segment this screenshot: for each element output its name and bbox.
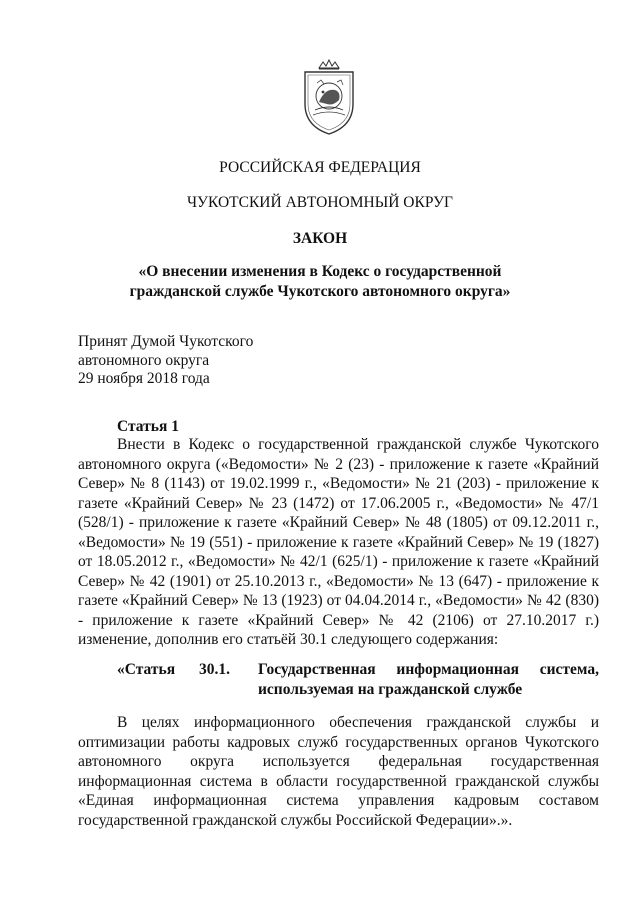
law-title: [0, 262, 640, 302]
document-type-heading: ЗАКОН: [292, 230, 348, 247]
new-article-title: Государственная информационная система, используемая на гражданской службе: [258, 661, 599, 698]
new-article-number: 30.1.: [199, 661, 230, 678]
article-1-text: Внести в Кодекс о государственной гражданской службе Чукотского автономного округа («Ведомости» № 2 (23) - приложение к газете «Крайний Север» № 8 (1143) от 19.02.1999 г., «Ведомости» № 21 (203) - приложение к газете «Крайний Север» № 23 (1472) от 17.06.2005 г., «Ведомости» № 47/1 (528/1) - приложение к газете «Крайний Север» № 48 (1805) от 09.12.2011 г., «Ведомости» № 19 (551) - приложение к газете «Крайний Север» № 19 (1827) от 18.05.2012 г., «Ведомости» № 42/1 (625/1) - приложение к газете «Крайний Север» № 42 (1901) от 25.10.2013 г., «Ведомости» № 13 (647) - приложение к газете «Крайний Север» № 13 (1923) от 04.04.2014 г., «Ведомости» № 42 (830) - приложение к газете «Крайний Север» № 42 (2106) от 27.10.2017 г.) изменение, дополнив его статьёй 30.1 следующего содержания:: [78, 436, 599, 648]
adoption-date: 29 ноября 2018 года: [78, 370, 210, 387]
law-title-line-1: «О внесении изменения в Кодекс о государственной: [138, 263, 502, 280]
article-1-heading: Статья 1: [117, 418, 179, 435]
adoption-line-2: автономного округа: [78, 351, 210, 369]
coat-of-arms-icon: [297, 58, 361, 138]
new-article-text: В целях информационного обеспечения гражданской службы и оптимизации работы кадровых служб государственных органов Чукотского автономного округа используется федеральная государственная информационная система в области государственной гражданской службы «Единая информационная система управления кадровым составом государственной гражданской службы Российской Федерации».».: [78, 714, 599, 829]
adoption-block: [78, 333, 338, 389]
law-title-line-2: гражданской службе Чукотского автономного округа»: [129, 283, 511, 300]
country-heading: РОССИЙСКАЯ ФЕДЕРАЦИЯ: [219, 159, 421, 176]
adoption-line-1: Принят Думой Чукотского: [78, 333, 254, 350]
new-article-label: «Статья: [117, 661, 176, 678]
region-heading: ЧУКОТСКИЙ АВТОНОМНЫЙ ОКРУГ: [186, 194, 454, 211]
